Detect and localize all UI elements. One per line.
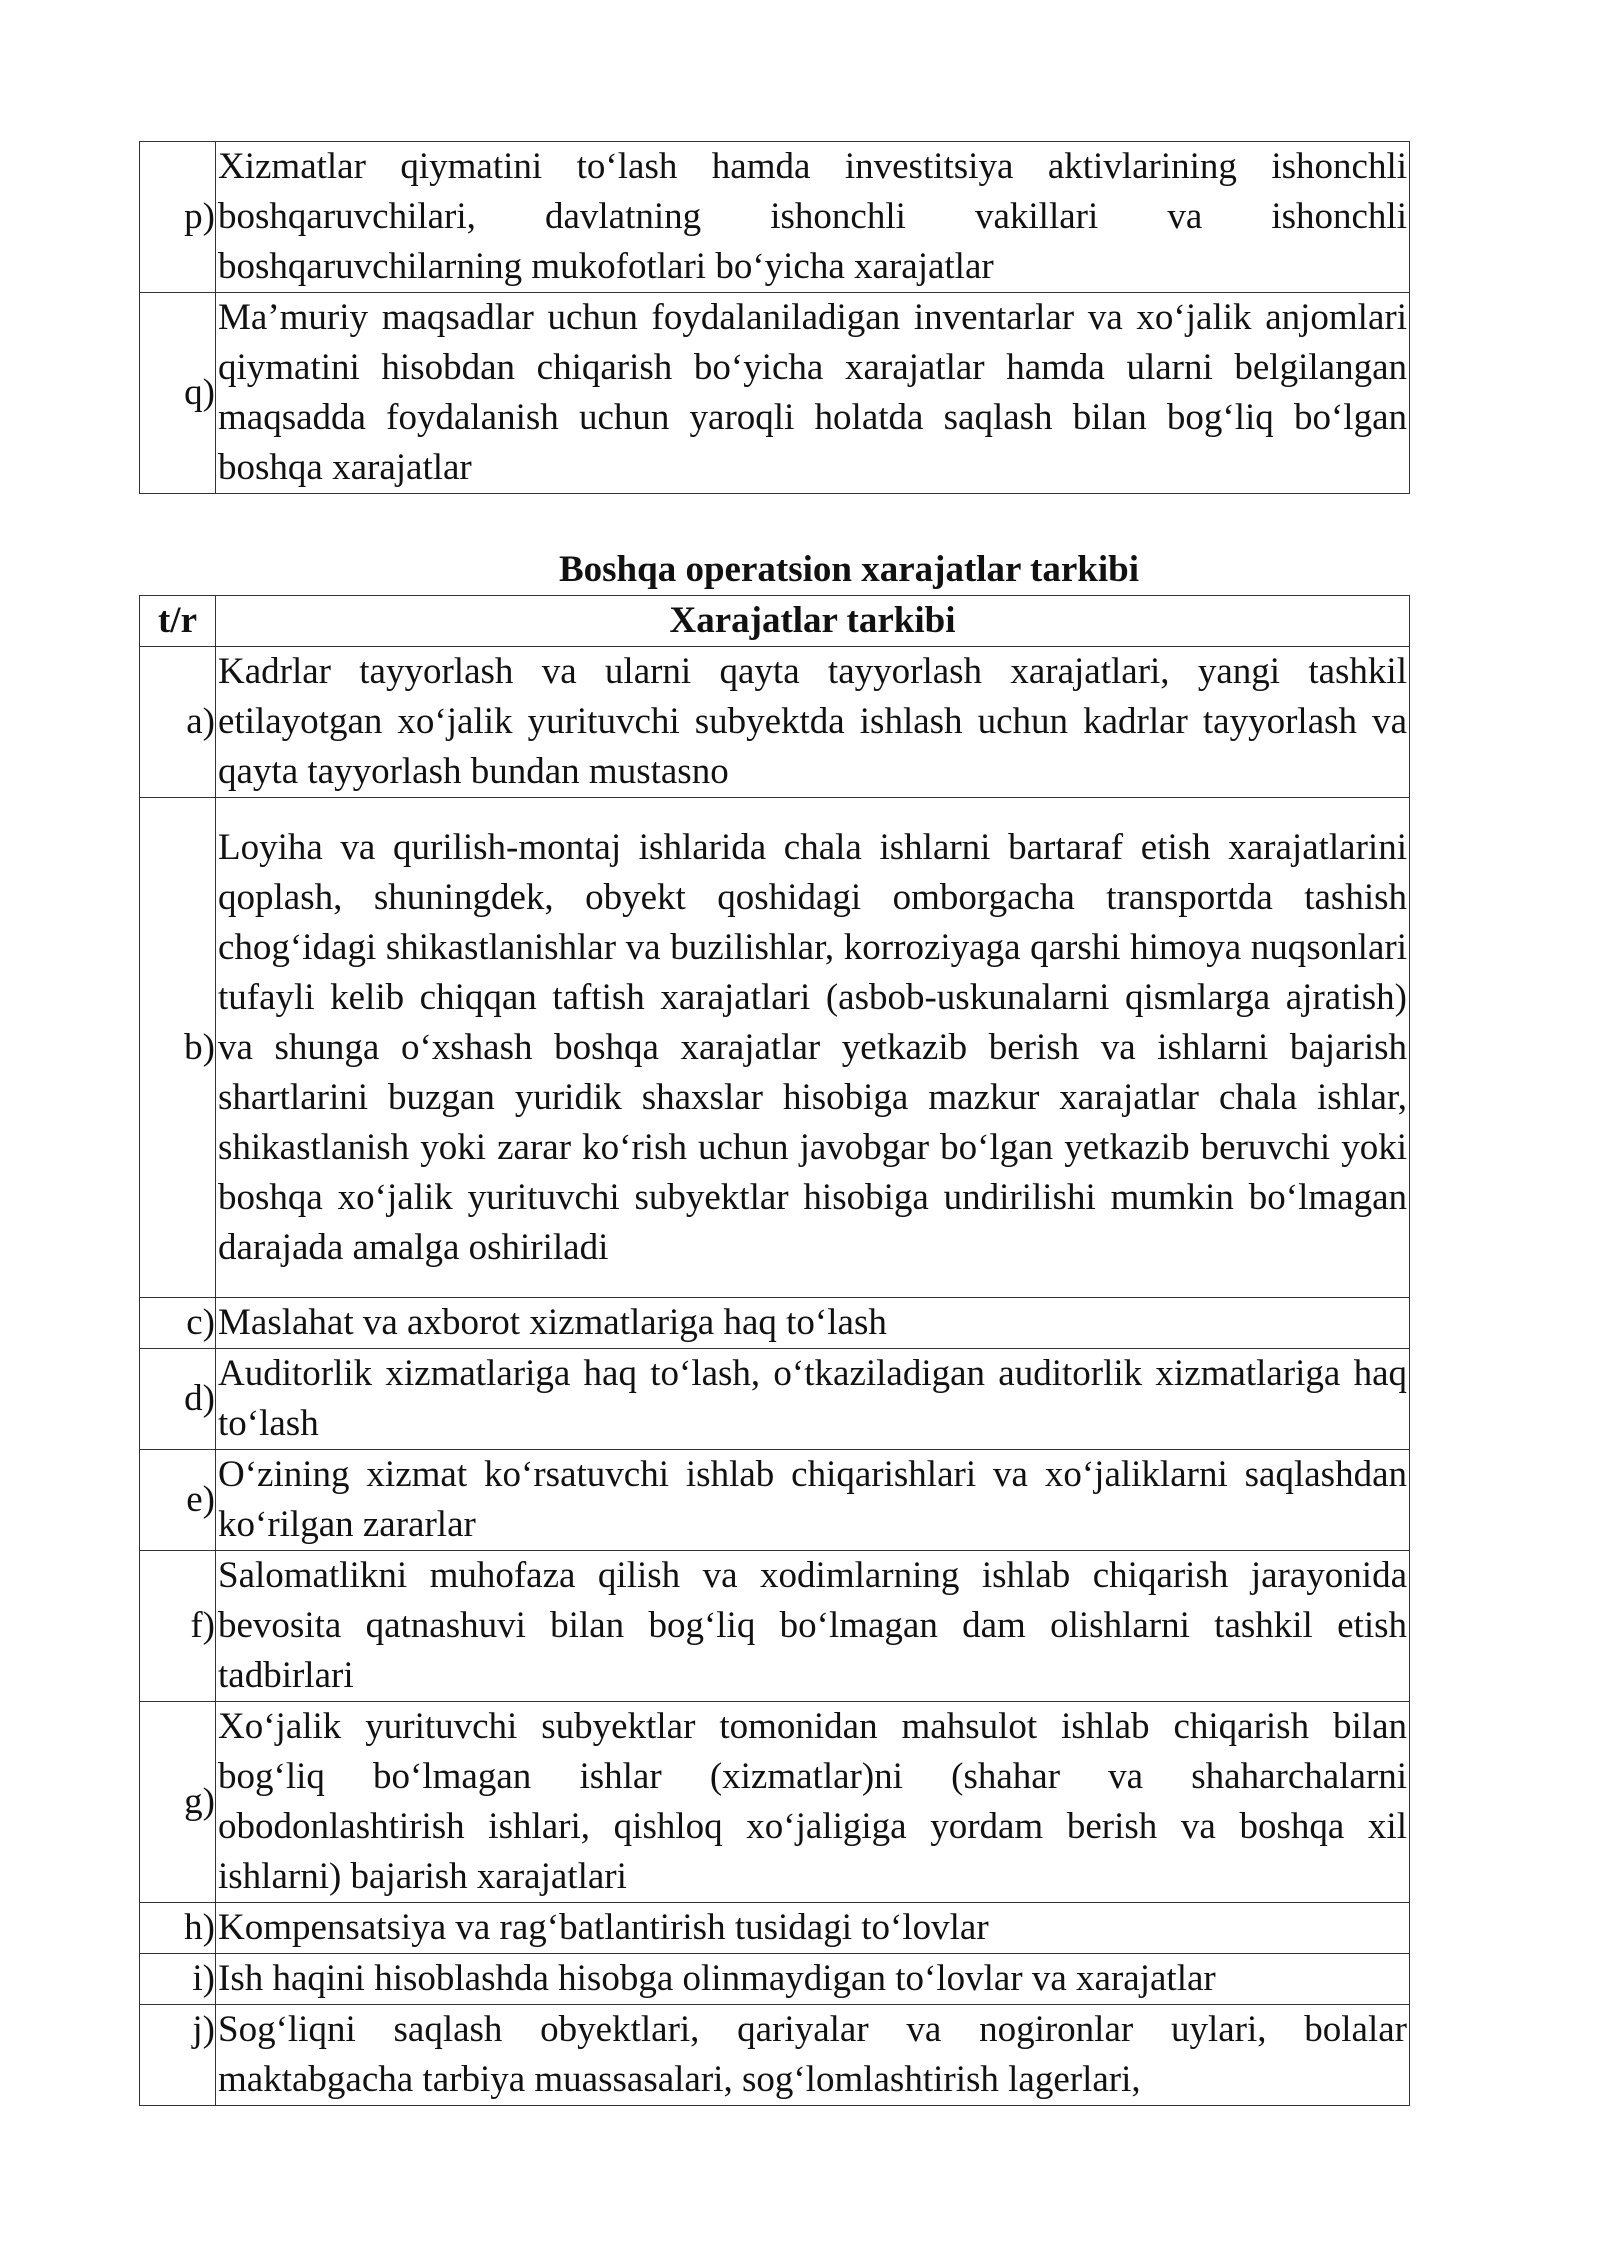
row-label: p) — [140, 142, 216, 293]
column-header-composition: Xarajatlar tarkibi — [216, 596, 1410, 647]
row-label: h) — [140, 1903, 216, 1954]
row-text: Maslahat va axborot xizmatlariga haq to‘lash — [216, 1298, 1410, 1349]
row-text: O‘zining xizmat ko‘rsatuvchi ishlab chiqarishlari va xo‘jaliklarni saqlashdan ko‘rilgan zararlar — [216, 1450, 1410, 1551]
row-label: a) — [140, 647, 216, 798]
row-label: b) — [140, 798, 216, 1298]
table-row — [140, 647, 1410, 798]
row-text: Ish haqini hisoblashda hisobga olinmaydigan to‘lovlar va xarajatlar — [216, 1954, 1410, 2005]
row-text: Ma’muriy maqsadlar uchun foydalaniladigan inventarlar va xo‘jalik anjomlari qiymatini hisobdan chiqarish bo‘yicha xarajatlar hamda ularni belgilangan maqsadda foydalanish uchun yaroqli holatda saqlash bilan bog‘liq bo‘lgan boshqa xarajatlar — [216, 293, 1410, 494]
row-label: i) — [140, 1954, 216, 2005]
table-row — [140, 1450, 1410, 1551]
table-row — [140, 1298, 1410, 1349]
table-row — [140, 142, 1410, 293]
row-text: Loyiha va qurilish-montaj ishlarida chala ishlarni bartaraf etish xarajatlarini qoplash, shuningdek, obyekt qoshidagi omborgacha transportda tashish chog‘idagi shikastlanishlar va buzilishlar, korroziyaga qarshi himoya nuqsonlari tufayli kelib chiqqan taftish xarajatlari (asbob-uskunalarni qismlarga ajratish) va shunga o‘xshash boshqa xarajatlar yetkazib berish va ishlarni bajarish shartlarini buzgan yuridik shaxslar hisobiga mazkur xarajatlar chala ishlar, shikastlanish yoki zarar ko‘rish uchun javobgar bo‘lgan yetkazib beruvchi yoki boshqa xo‘jalik yurituvchi subyektlar hisobiga undirilishi mumkin bo‘lmagan darajada amalga oshiriladi — [216, 798, 1410, 1298]
row-label: q) — [140, 293, 216, 494]
row-text: Kompensatsiya va rag‘batlantirish tusidagi to‘lovlar — [216, 1903, 1410, 1954]
table-row — [140, 1349, 1410, 1450]
row-label: g) — [140, 1702, 216, 1903]
row-text: Xizmatlar qiymatini to‘lash hamda investitsiya aktivlarining ishonchli boshqaruvchilari, davlatning ishonchli vakillari va ishonchli boshqaruvchilarning mukofotlari bo‘yicha xarajatlar — [216, 142, 1410, 293]
row-label: f) — [140, 1551, 216, 1702]
table-row — [140, 1903, 1410, 1954]
other-operating-expenses-table — [139, 595, 1410, 2106]
row-text: Sog‘liqni saqlash obyektlari, qariyalar va nogironlar uylari, bolalar maktabgacha tarbiya muassasalari, sog‘lomlashtirish lagerlari, — [216, 2005, 1410, 2106]
table-row — [140, 2005, 1410, 2106]
row-label: d) — [140, 1349, 216, 1450]
expense-table-continued — [139, 141, 1410, 494]
column-header-number: t/r — [140, 596, 216, 647]
table-row — [140, 1551, 1410, 1702]
row-label: c) — [140, 1298, 216, 1349]
row-label: j) — [140, 2005, 216, 2106]
row-text: Salomatlikni muhofaza qilish va xodimlarning ishlab chiqarish jarayonida bevosita qatnashuvi bilan bog‘liq bo‘lmagan dam olishlarni tashkil etish tadbirlari — [216, 1551, 1410, 1702]
table-row — [140, 798, 1410, 1298]
section-title: Boshqa operatsion xarajatlar tarkibi — [558, 549, 1140, 590]
table-row — [140, 1702, 1410, 1903]
row-label: e) — [140, 1450, 216, 1551]
row-text: Xo‘jalik yurituvchi subyektlar tomonidan mahsulot ishlab chiqarish bilan bog‘liq bo‘lmagan ishlar (xizmatlar)ni (shahar va shaharchalarni obodonlashtirish ishlari, qishloq xo‘jaligiga yordam berish va boshqa xil ishlarni) bajarish xarajatlari — [216, 1702, 1410, 1903]
row-text: Auditorlik xizmatlariga haq to‘lash, o‘tkaziladigan auditorlik xizmatlariga haq to‘lash — [216, 1349, 1410, 1450]
table-row — [140, 1954, 1410, 2005]
table-row — [140, 293, 1410, 494]
row-text: Kadrlar tayyorlash va ularni qayta tayyorlash xarajatlari, yangi tashkil etilayotgan xo‘jalik yurituvchi subyektda ishlash uchun kadrlar tayyorlash va qayta tayyorlash bundan mustasno — [216, 647, 1410, 798]
table-header-row — [140, 596, 1410, 647]
